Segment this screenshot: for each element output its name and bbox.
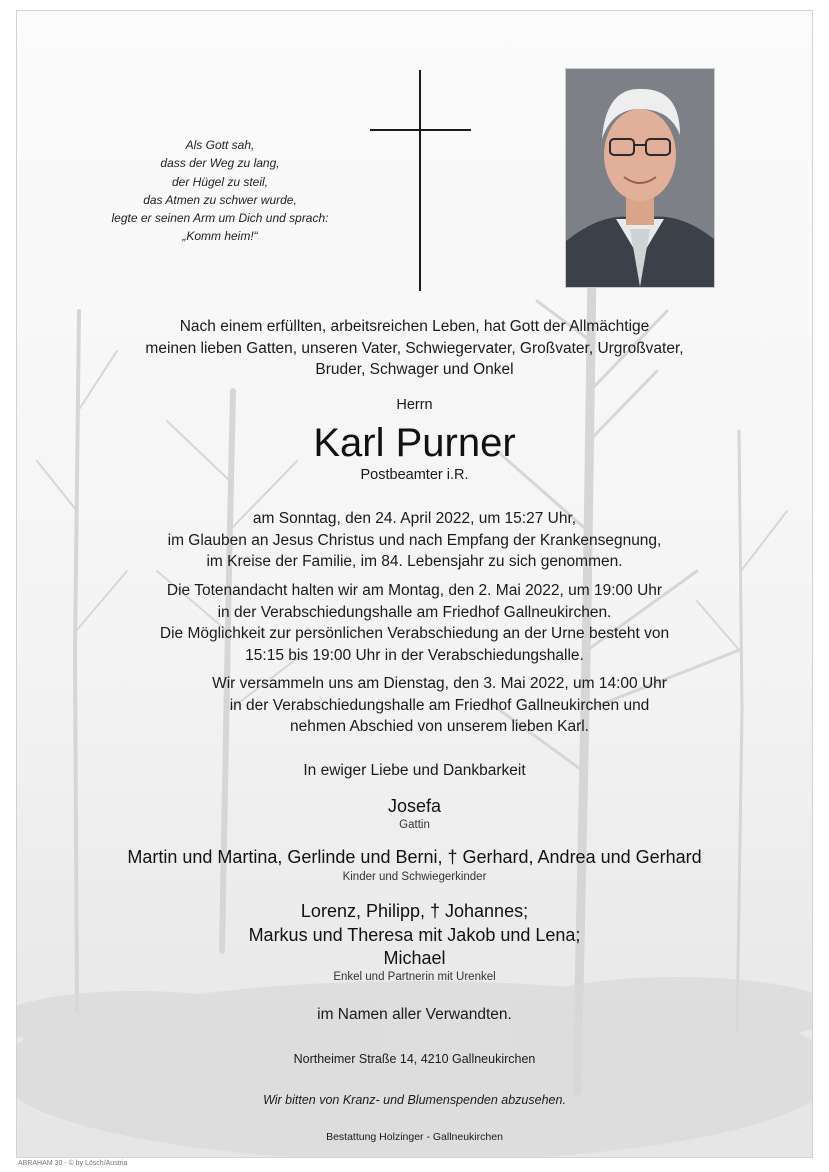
poem-line: das Atmen zu schwer wurde,	[143, 192, 297, 207]
spouse-role: Gattin	[399, 819, 430, 831]
closing-line: In ewiger Liebe und Dankbarkeit	[303, 762, 526, 779]
farewell-line: nehmen Abschied von unserem lieben Karl.	[290, 718, 589, 735]
salutation: Herrn	[396, 397, 433, 413]
intro-line: Bruder, Schwager und Onkel	[315, 361, 514, 378]
footer-credit: ABRAHAM 30 - © by Lösch/Austria	[18, 1160, 128, 1167]
grandchildren-line: Markus und Theresa mit Jakob und Lena;	[248, 924, 581, 945]
vigil-line: 15:15 bis 19:00 Uhr in der Verabschiedungshalle.	[245, 646, 584, 664]
spouse-name: Josefa	[387, 796, 442, 816]
cross-icon	[419, 70, 421, 291]
grandchildren-names	[0, 900, 829, 971]
intro-line: meinen lieben Gatten, unseren Vater, Schwiegervater, Großvater, Urgroßvater,	[145, 339, 684, 357]
undertaker: Bestattung Holzinger - Gallneukirchen	[326, 1131, 503, 1143]
death-notice-line: im Kreise der Familie, im 84. Lebensjahr zu sich genommen.	[206, 553, 623, 570]
portrait-photo	[566, 69, 714, 287]
grandchildren-line: Michael	[383, 948, 446, 968]
grandchildren-role: Enkel und Partnerin mit Urenkel	[333, 971, 496, 983]
vigil-line: Die Totenandacht halten wir am Montag, den 2. Mai 2022, um 19:00 Uhr	[166, 582, 663, 599]
poem-line: Als Gott sah,	[185, 138, 255, 152]
flower-note: Wir bitten von Kranz- und Blumenspenden abzusehen.	[263, 1093, 566, 1107]
children-role: Kinder und Schwiegerkinder	[342, 871, 487, 883]
death-notice-line: im Glauben an Jesus Christus und nach Empfang der Krankensegnung,	[167, 531, 662, 549]
farewell-line: in der Verabschiedungshalle am Friedhof Gallneukirchen und	[229, 696, 650, 714]
poem-line: dass der Weg zu lang,	[160, 156, 280, 171]
intro-line: Nach einem erfüllten, arbeitsreichen Leben, hat Gott der Allmächtige	[179, 318, 650, 335]
family-address: Northeimer Straße 14, 4210 Gallneukirchen	[293, 1052, 536, 1066]
deceased-name: Karl Purner	[313, 421, 516, 465]
poem	[60, 136, 380, 246]
vigil-notice	[0, 580, 829, 666]
cross-icon-bar	[370, 129, 471, 131]
relatives-line: im Namen aller Verwandten.	[317, 1006, 512, 1023]
poem-line: „Komm heim!“	[182, 229, 258, 244]
farewell-notice	[25, 673, 829, 738]
poem-line: der Hügel zu steil,	[171, 174, 269, 189]
farewell-line: Wir versammeln uns am Dienstag, den 3. Mai 2022, um 14:00 Uhr	[212, 675, 667, 692]
grandchildren-line: Lorenz, Philipp, † Johannes;	[300, 901, 529, 921]
vigil-line: Die Möglichkeit zur persönlichen Verabschiedung an der Urne besteht von	[159, 625, 670, 642]
vigil-line: in der Verabschiedungshalle am Friedhof Gallneukirchen.	[217, 603, 612, 621]
death-notice	[0, 508, 829, 573]
occupation: Postbeamter i.R.	[360, 467, 469, 483]
intro-text	[0, 316, 829, 381]
children-names: Martin und Martina, Gerlinde und Berni, † Gerhard, Andrea und Gerhard	[127, 847, 702, 867]
death-notice-line: am Sonntag, den 24. April 2022, um 15:27 Uhr,	[252, 510, 577, 527]
poem-line: legte er seinen Arm um Dich und sprach:	[111, 211, 329, 226]
